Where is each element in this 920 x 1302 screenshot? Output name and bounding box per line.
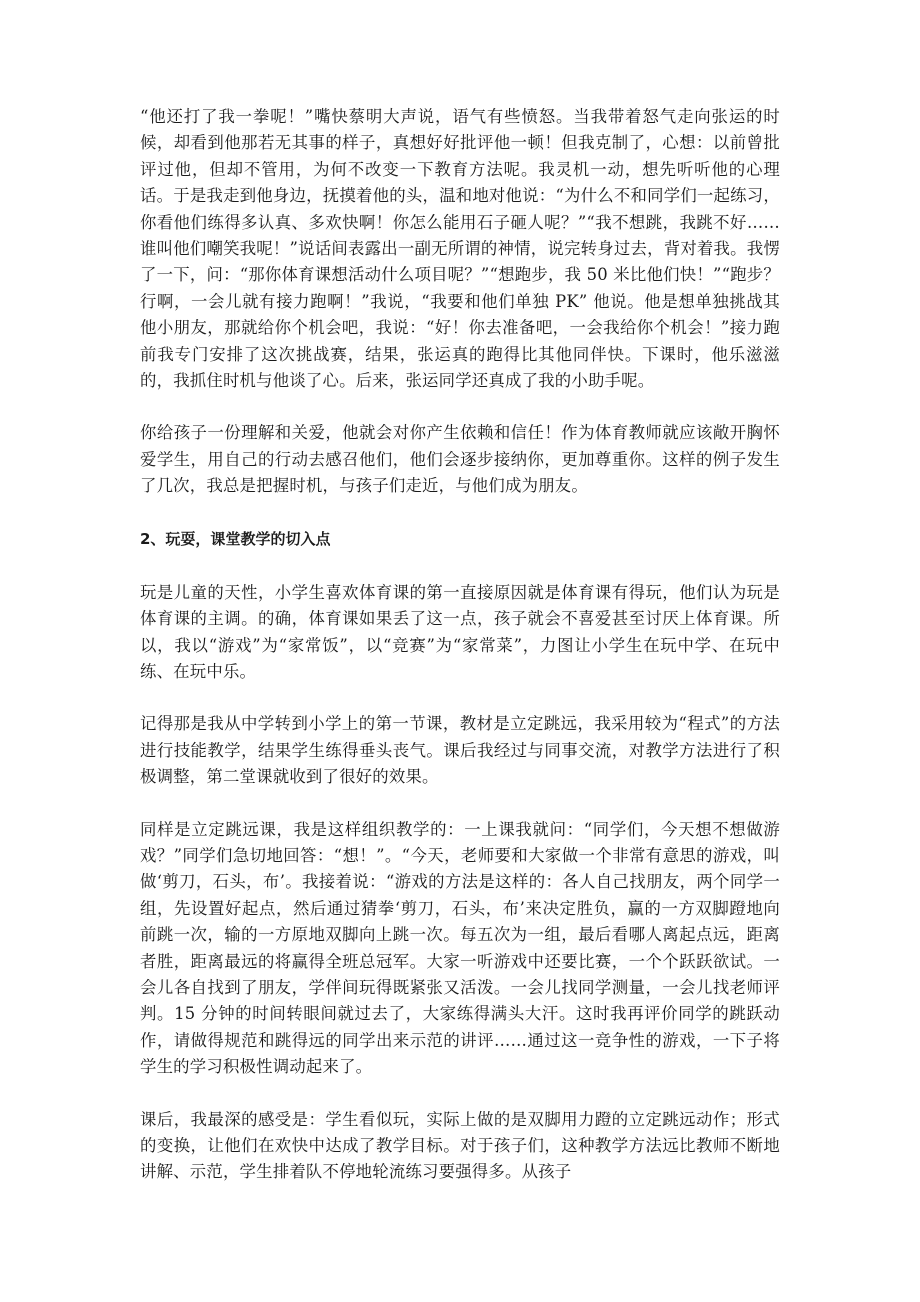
paragraph: 记得那是我从中学转到小学上的第一节课，教材是立定跳远，我采用较为“程式”的方法进行技能教学，结果学生练得垂头丧气。课后我经过与同事交流，对教学方法进行了积极调整，第二堂课就收到了很好的效果。 bbox=[140, 714, 780, 787]
paragraph: “他还打了我一拳呢！”嘴快蔡明大声说，语气有些愤怒。当我带着怒气走向张运的时候，却看到他那若无其事的样子，真想好好批评他一顿！但我克制了，心想：以前曾批评过他，但却不管用，为何不改变一下教育方法呢。我灵机一动，想先听听他的心理话。于是我走到他身边，抚摸着他的头，温和地对他说：“为什么不和同学们一起练习，你看他们练得多认真、多欢快啊！你怎么能用石子砸人呢？”“我不想跳，我跳不好……谁叫他们嘲笑我呢！”说话间表露出一副无所谓的神情，说完转身过去，背对着我。我愣了一下，问：“那你体育课想活动什么项目呢？”“想跑步，我 50 米比他们快！”“跑步？行啊，一会儿就有接力跑啊！”我说，“我要和他们单独 PK” 他说。他是想单独挑战其他小朋友，那就给你个机会吧，我说：“好！你去准备吧，一会我给你个机会！”接力跑前我专门安排了这次挑战赛，结果，张运真的跑得比其他同伴快。下课时，他乐滋滋的，我抓住时机与他谈了心。后来，张运同学还真成了我的小助手呢。 bbox=[140, 107, 780, 391]
paragraph: 同样是立定跳远课，我是这样组织教学的：一上课我就问：“同学们，今天想不想做游戏？”同学们急切地回答：“想！”。“今天，老师要和大家做一个非常有意思的游戏，叫做‘剪刀，石头，布’。我接着说：“游戏的方法是这样的：各人自己找朋友，两个同学一组，先设置好起点，然后通过猜拳‘剪刀，石头，布’来决定胜负，赢的一方双脚蹬地向前跳一次，输的一方原地双脚向上跳一次。每五次为一组，最后看哪人离起点远，距离者胜，距离最远的将赢得全班总冠军。大家一听游戏中还要比赛，一个个跃跃欲试。一会儿各自找到了朋友，学伴间玩得既紧张又活泼。一会儿找同学测量，一会儿找老师评判。15 分钟的时间转眼间就过去了，大家练得满头大汗。这时我再评价同学的跳跃动作，请做得规范和跳得远的同学出来示范的讲评……通过这一竞争性的游戏，一下子将学生的学习积极性调动起来了。 bbox=[140, 819, 780, 1077]
paragraph: 课后，我最深的感受是：学生看似玩，实际上做的是双脚用力蹬的立定跳远动作；形式的变换，让他们在欢快中达成了教学目标。对于孩子们，这种教学方法远比教师不断地讲解、示范，学生排着队不停地轮流练习要强得多。从孩子 bbox=[140, 1109, 780, 1182]
paragraph: 玩是儿童的天性，小学生喜欢体育课的第一直接原因就是体育课有得玩，他们认为玩是体育课的主调。的确，体育课如果丢了这一点，孩子就会不喜爱甚至讨厌上体育课。所以，我以“游戏”为“家常饭”，以“竞赛”为“家常菜”，力图让小学生在玩中学、在玩中练、在玩中乐。 bbox=[140, 582, 780, 681]
paragraph: 你给孩子一份理解和关爱，他就会对你产生依赖和信任！作为体育教师就应该敞开胸怀爱学生，用自己的行动去感召他们，他们会逐步接纳你，更加尊重你。这样的例子发生了几次，我总是把握时机，与孩子们走近，与他们成为朋友。 bbox=[140, 423, 780, 496]
section-heading: 2、玩耍，课堂教学的切入点 bbox=[140, 529, 331, 548]
